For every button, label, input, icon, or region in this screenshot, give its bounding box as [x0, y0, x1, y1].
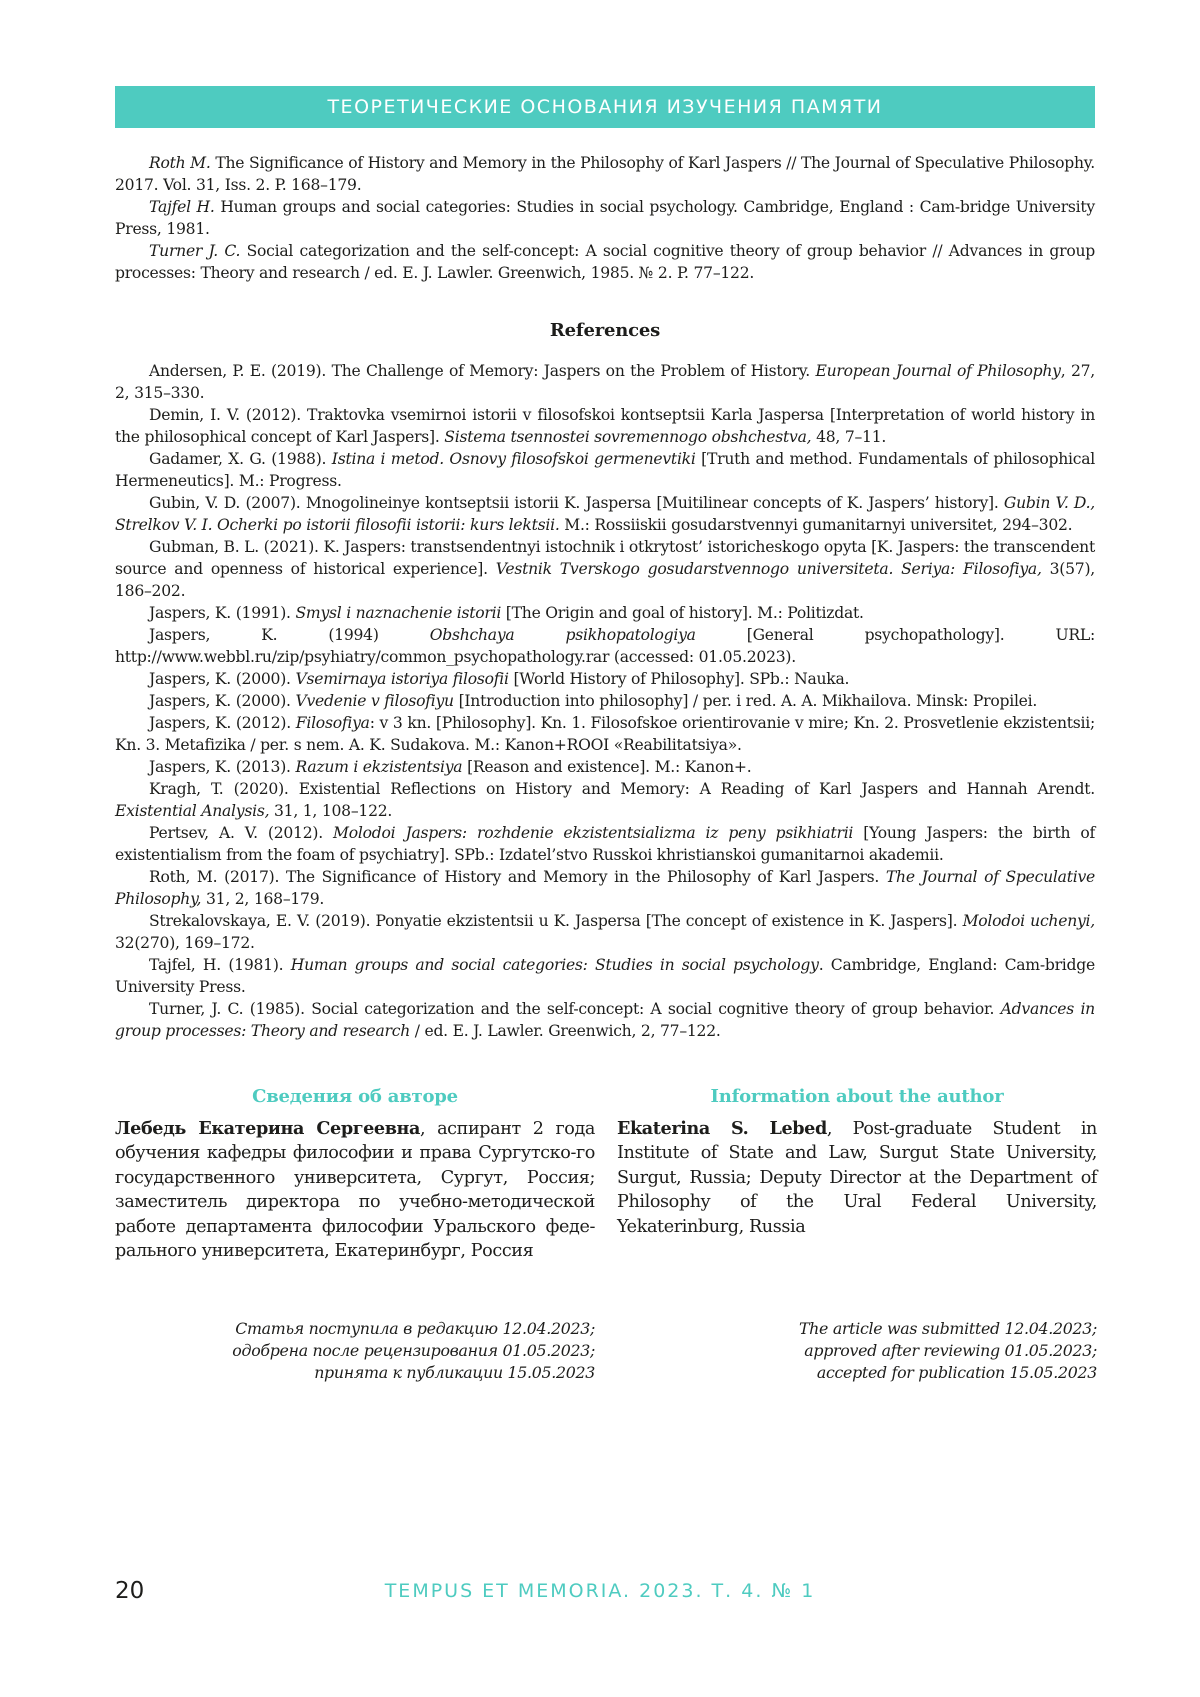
ref-text: Kragh, T. (2020). Existential Reflections on History and Memory: A Reading of Karl Jaspers and Hannah Arendt. — [149, 780, 1095, 798]
references-heading: References — [549, 320, 661, 341]
reference-entry — [115, 536, 1095, 602]
ref-text: Andersen, P. E. (2019). The Challenge of Memory: Jaspers on the Problem of History. — [149, 362, 816, 380]
date-approved: approved after reviewing 01.05.2023; — [804, 1341, 1097, 1360]
ref-text: Jaspers, K. (2012). — [149, 714, 296, 732]
article-dates-ru — [115, 1318, 595, 1384]
page-number: 20 — [115, 1578, 145, 1604]
author-info-ru — [115, 1086, 595, 1263]
entry-author: Tajfel H. — [149, 198, 215, 216]
ref-details: [The Origin and goal of history]. M.: Politizdat. — [501, 604, 864, 622]
ref-details: : v 3 kn. [Philosophy]. Kn. 1. Filosofskoe orientirovanie v mire; Kn. 2. Prosvetlenie ekzistentsii; Kn. 3. Metafizika / per. s nem. A. K. Sudakova. M.: Kanon+ROOI «Reabilitatsiya». — [115, 714, 1095, 754]
ref-text: Jaspers, K. (1991). — [149, 604, 296, 622]
bibliography-entry — [115, 240, 1095, 284]
author-info-body — [617, 1117, 1097, 1239]
ref-text: Jaspers, K. (2013). — [149, 758, 296, 776]
reference-entry — [115, 756, 1095, 778]
running-header: ТЕОРЕТИЧЕСКИЕ ОСНОВАНИЯ ИЗУЧЕНИЯ ПАМЯТИ — [115, 86, 1095, 128]
ref-details: 48, 7–11. — [811, 428, 887, 446]
ref-source: Vsemirnaya istoriya filosofii — [295, 670, 509, 688]
reference-entry — [115, 712, 1095, 756]
article-dates-en — [617, 1318, 1097, 1384]
journal-footer: TEMPUS ET MEMORIA. 2023. Т. 4. № 1 — [384, 1580, 816, 1602]
author-info-title: Сведения об авторе — [252, 1086, 458, 1107]
author-name: Ekaterina S. Lebed — [617, 1118, 827, 1139]
author-details: , Post-graduate Student in Institute of State and Law, Surgut State University, Surgut, Russia; Deputy Director at the Department of Philosophy of the Ural Federal University, Yekaterinburg, Russia — [617, 1119, 1097, 1237]
author-info-title: Information about the author — [710, 1086, 1004, 1107]
date-accepted: accepted for publication 15.05.2023 — [816, 1363, 1097, 1382]
ref-text: Gadamer, X. G. (1988). — [149, 450, 332, 468]
ref-text: Roth, M. (2017). The Significance of History and Memory in the Philosophy of Karl Jaspers. — [149, 868, 886, 886]
ref-details: [Young Jaspers: the birth of existentialism from the foam of psychiatry]. SPb.: Izdatel’stvo Russkoi khristianskoi gumanitarnoi akademii. — [115, 824, 1096, 864]
ref-text: Gubman, B. L. (2021). K. Jaspers: transtsendentnyi istochnik i otkrytost’ istoricheskogo opyta [K. Jaspers: the transcendent source and openness of historical experience]. — [115, 538, 1095, 578]
ref-source: Vvedenie v filosofiyu — [295, 692, 454, 710]
ref-details: M.: Rossiiskii gosudarstvennyi gumanitarnyi universitet, 294–302. — [559, 516, 1073, 534]
bibliography-entry — [115, 196, 1095, 240]
ref-details: 3(57), 186–202. — [115, 560, 1095, 600]
ref-details: 32(270), 169–172. — [115, 934, 255, 952]
ref-text: Tajfel, H. (1981). — [149, 956, 291, 974]
ref-source: Gubin V. D., Strelkov V. I. Ocherki po istorii filosofii istorii: kurs lektsii. — [115, 494, 1095, 534]
ref-text: Pertsev, A. V. (2012). — [149, 824, 334, 842]
references-list — [115, 360, 1095, 1042]
reference-entry — [115, 866, 1095, 910]
reference-entry — [115, 690, 1095, 712]
ref-source: The Journal of Speculative Philosophy, — [115, 868, 1095, 908]
reference-entry — [115, 954, 1095, 998]
reference-entry — [115, 448, 1095, 492]
reference-entry — [115, 404, 1095, 448]
ref-source: Istina i metod. Osnovy filosofskoi germenevtiki — [331, 450, 696, 468]
date-submitted: The article was submitted 12.04.2023; — [798, 1319, 1097, 1338]
entry-text: Human groups and social categories: Studies in social psychology. Cambridge, England : Cam-bridge University Press, 1981. — [115, 198, 1095, 238]
ref-source: Obshchaya psikhopatologiya — [429, 626, 696, 644]
reference-entry — [115, 778, 1095, 822]
ref-details: , 27, 2, 315–330. — [115, 362, 1095, 402]
entry-text: Social categorization and the self-concept: A social cognitive theory of group behavior // Advances in group processes: Theory and research / ed. E. J. Lawler. Greenwich, 1985. № 2. P. 77–122. — [115, 242, 1096, 282]
author-info-en — [617, 1086, 1097, 1239]
ref-details: / ed. E. J. Lawler. Greenwich, 2, 77–122. — [410, 1022, 721, 1040]
reference-entry — [115, 822, 1095, 866]
reference-entry — [115, 624, 1095, 668]
ref-source: Human groups and social categories: Studies in social psychology — [290, 956, 819, 974]
ref-details: [Introduction into philosophy] / per. i red. A. A. Mikhailova. Minsk: Propilei. — [453, 692, 1038, 710]
entry-author: Roth M. — [149, 154, 211, 172]
ref-details: 31, 1, 108–122. — [269, 802, 393, 820]
reference-entry — [115, 910, 1095, 954]
date-submitted: Статья поступила в редакцию 12.04.2023; — [235, 1319, 595, 1338]
date-approved: одобрена после рецензирования 01.05.2023; — [232, 1341, 595, 1360]
entry-text: The Significance of History and Memory in the Philosophy of Karl Jaspers // The Journal of Speculative Philosophy. 2017. Vol. 31, Iss. 2. P. 168–179. — [115, 154, 1095, 194]
ref-source: Molodoi uchenyi, — [962, 912, 1096, 930]
reference-entry — [115, 668, 1095, 690]
ref-details: 31, 2, 168–179. — [201, 890, 325, 908]
ref-text: Turner, J. C. (1985). Social categorization and the self-concept: A social cognitive theory of group behavior. — [149, 1000, 1001, 1018]
ref-source: Filosofiya — [295, 714, 370, 732]
ref-source: Smysl i naznachenie istorii — [295, 604, 502, 622]
ref-details: [Reason and existence]. M.: Kanon+. — [462, 758, 752, 776]
bibliography-entry — [115, 152, 1095, 196]
author-details: , аспирант 2 года обучения кафедры философии и права Сургутско-го государственного университета, Сургут, Россия; заместитель директора по учебно-методической работе департамента философии Уральского феде-рального университета, Екатеринбург, Россия — [115, 1119, 595, 1262]
ref-source: Advances in group processes: Theory and research — [115, 1000, 1095, 1040]
entry-author: Turner J. C. — [149, 242, 241, 260]
ref-details: [Truth and method. Fundamentals of philosophical Hermeneutics]. M.: Progress. — [115, 450, 1095, 490]
reference-entry — [115, 602, 1095, 624]
author-name: Лебедь Екатерина Сергеевна — [115, 1118, 420, 1139]
ref-source: Vestnik Tverskogo gosudarstvennogo universiteta. Seriya: Filosofiya, — [495, 560, 1042, 578]
author-info-body — [115, 1117, 595, 1263]
ref-details: . Cambridge, England: Cam-bridge University Press. — [115, 956, 1095, 996]
reference-entry — [115, 360, 1095, 404]
ref-text: Jaspers, K. (1994) — [149, 626, 430, 644]
bibliography-list — [115, 152, 1095, 284]
ref-details: [World History of Philosophy]. SPb.: Nauka. — [508, 670, 850, 688]
date-accepted: принята к публикации 15.05.2023 — [314, 1363, 595, 1382]
ref-text: Gubin, V. D. (2007). Mnogolineinye kontseptsii istorii K. Jaspersa [Muitilinear concepts of K. Jaspers’ history]. — [149, 494, 1004, 512]
ref-source: Existential Analysis, — [115, 802, 270, 820]
ref-text: Demin, I. V. (2012). Traktovka vsemirnoi istorii v filosofskoi kontseptsii Karla Jaspersa [Interpretation of world history in the philosophical concept of Karl Jaspers]. — [115, 406, 1095, 446]
ref-source: European Journal of Philosophy — [815, 362, 1061, 380]
ref-source: Sistema tsennostei sovremennogo obshchestva, — [444, 428, 812, 446]
ref-text: Jaspers, K. (2000). — [149, 692, 296, 710]
ref-source: Molodoi Jaspers: rozhdenie ekzistentsializma iz peny psikhiatrii — [333, 824, 854, 842]
ref-details: [General psychopathology]. URL: http://www.webbl.ru/zip/psyhiatry/common_psychopathology.rar (accessed: 01.05.2023). — [115, 626, 1095, 666]
ref-text: Jaspers, K. (2000). — [149, 670, 296, 688]
ref-text: Strekalovskaya, E. V. (2019). Ponyatie ekzistentsii u K. Jaspersa [The concept of existence in K. Jaspers]. — [149, 912, 963, 930]
reference-entry — [115, 492, 1095, 536]
reference-entry — [115, 998, 1095, 1042]
ref-source: Razum i ekzistentsiya — [295, 758, 463, 776]
